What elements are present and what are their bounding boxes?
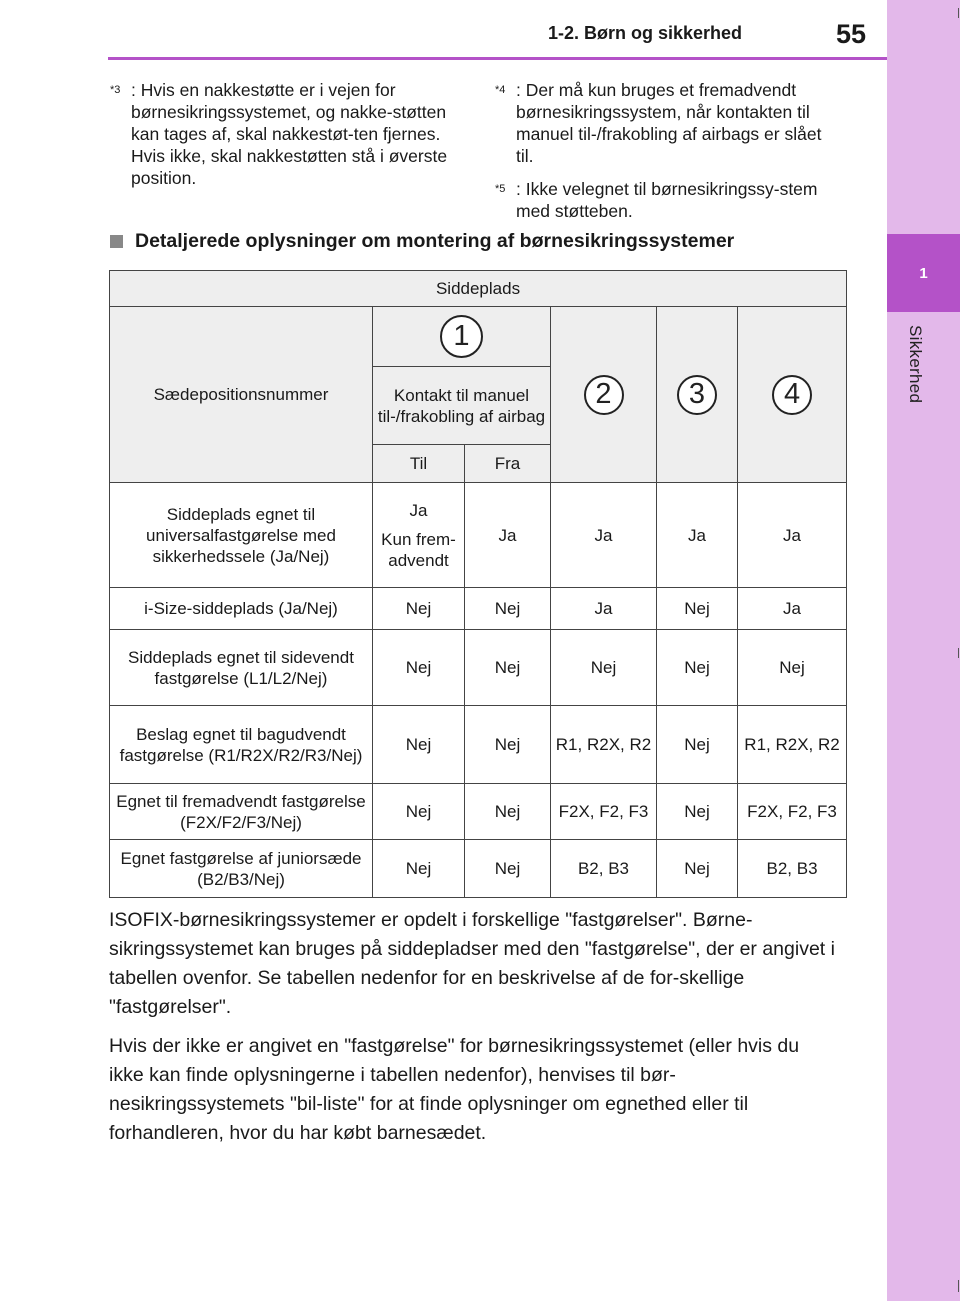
body-paragraph-1: ISOFIX-børnesikringssystemer er opdelt i forskellige "fastgørelser". Børne-sikringssystemet kan bruges på siddepladser med den "fastgørelse", der er angivet i tabellen ovenfor. Se tabellen nedenfor for en beskrivelse af de for-skellige "fastgørelser". [109, 909, 835, 1018]
seat-3-cell [657, 307, 738, 483]
cell-seat-3: Nej [657, 706, 738, 784]
cell-fra: Nej [465, 840, 551, 898]
switch-off-header: Fra [465, 445, 551, 483]
cell-seat-2: R1, R2X, R2 [551, 706, 657, 784]
row-label: Egnet til fremadvendt fastgørelse (F2X/F2/F3/Nej) [110, 784, 373, 840]
crop-mark [958, 1280, 959, 1292]
footnote-3 [110, 79, 455, 189]
cell-fra: Nej [465, 630, 551, 706]
chapter-sidebar [887, 0, 960, 1301]
cell-til: Nej [373, 840, 465, 898]
table-row [110, 840, 847, 898]
cell-til [373, 483, 465, 588]
footnote-text: : Der må kun bruges et fremadvendt børnesikringssystem, når kontakten til manuel til-/frakobling af airbags er slået til. [516, 80, 822, 166]
square-bullet-icon [110, 235, 123, 248]
chapter-number: 1 [919, 264, 928, 282]
seat-2-cell [551, 307, 657, 483]
cell-seat-4: F2X, F2, F3 [738, 784, 847, 840]
cell-fra: Ja [465, 483, 551, 588]
cell-seat-4: Ja [738, 483, 847, 588]
table-row [110, 706, 847, 784]
row-label: Beslag egnet til bagudvendt fastgørelse (R1/R2X/R2/R3/Nej) [110, 706, 373, 784]
cell-fra: Nej [465, 784, 551, 840]
cell-seat-3: Nej [657, 840, 738, 898]
seat-number-4-icon: 4 [772, 375, 812, 415]
row-header-seat-position: Sædepositionsnummer [110, 307, 373, 483]
cell-seat-3: Nej [657, 784, 738, 840]
section-heading [110, 230, 734, 253]
cell-seat-2: F2X, F2, F3 [551, 784, 657, 840]
footnote-mark: *4 [495, 84, 506, 96]
cell-seat-4: Ja [738, 588, 847, 630]
airbag-switch-header: Kontakt til manuel til-/frakobling af airbag [373, 367, 551, 445]
cell-seat-2: B2, B3 [551, 840, 657, 898]
cell-til: Nej [373, 630, 465, 706]
crop-mark [958, 648, 959, 658]
section-heading-text: Detaljerede oplysninger om montering af børnesikringssystemer [135, 230, 735, 252]
seat-4-cell [738, 307, 847, 483]
cell-seat-2: Nej [551, 630, 657, 706]
table-row [110, 588, 847, 630]
row-label: i-Size-siddeplads (Ja/Nej) [110, 588, 373, 630]
chapter-number-tab[interactable] [887, 234, 960, 312]
footnote-text-2: Hvis ikke, skal nakkestøtten stå i øverste position. [131, 146, 448, 188]
table-row [110, 483, 847, 588]
row-label: Siddeplads egnet til universalfastgørelse med sikkerhedssele (Ja/Nej) [110, 483, 373, 588]
footnote-5 [495, 178, 843, 222]
row-label: Egnet fastgørelse af juniorsæde (B2/B3/Nej) [110, 840, 373, 898]
cell-til-line2: Kun frem-advendt [381, 529, 456, 570]
section-title: 1-2. Børn og sikkerhed [548, 23, 743, 43]
table-row [110, 630, 847, 706]
header-rule [108, 57, 887, 60]
crop-mark [958, 8, 959, 18]
body-paragraph-2: Hvis der ikke er angivet en "fastgørelse" for børnesikringssystemet (eller hvis du ikke kan finde oplysningerne i tabellen nedenfor), henvises til bør-nesikringssystemets "bil-liste" for at finde oplysninger om egnethed eller til forhandleren, hvor du har købt barnesædet. [109, 1035, 800, 1144]
cell-seat-3: Ja [657, 483, 738, 588]
cell-fra: Nej [465, 706, 551, 784]
footnote-mark: *3 [110, 84, 121, 96]
chapter-label: Sikkerhed [906, 325, 925, 404]
row-label: Siddeplads egnet til sidevendt fastgørelse (L1/L2/Nej) [110, 630, 373, 706]
seat-number-3-icon: 3 [677, 375, 717, 415]
seat-number-2-icon: 2 [584, 375, 624, 415]
cell-seat-4: R1, R2X, R2 [738, 706, 847, 784]
footnote-text: : Ikke velegnet til børnesikringssy-stem med støtteben. [516, 179, 818, 221]
cell-til: Nej [373, 588, 465, 630]
cell-seat-2: Ja [551, 588, 657, 630]
footnote-text: : Hvis en nakkestøtte er i vejen for børnesikringssystemet, og nakke-støtten kan tages af, skal nakkestøt-ten fjernes. [131, 80, 447, 144]
cell-til: Nej [373, 784, 465, 840]
footnote-4 [495, 79, 843, 167]
cell-fra: Nej [465, 588, 551, 630]
cell-til-line1: Ja [409, 500, 428, 520]
footnote-mark: *5 [495, 183, 506, 195]
cell-til: Nej [373, 706, 465, 784]
cell-seat-2: Ja [551, 483, 657, 588]
cell-seat-3: Nej [657, 630, 738, 706]
cell-seat-4: Nej [738, 630, 847, 706]
page-number: 55 [836, 19, 867, 49]
cell-seat-4: B2, B3 [738, 840, 847, 898]
switch-on-header: Til [373, 445, 465, 483]
table-row [110, 784, 847, 840]
table-caption: Siddeplads [110, 271, 847, 307]
cell-seat-3: Nej [657, 588, 738, 630]
seat-installation-table [109, 270, 847, 898]
seat-number-1-icon: 1 [440, 315, 483, 358]
seat-1-cell [373, 307, 551, 367]
